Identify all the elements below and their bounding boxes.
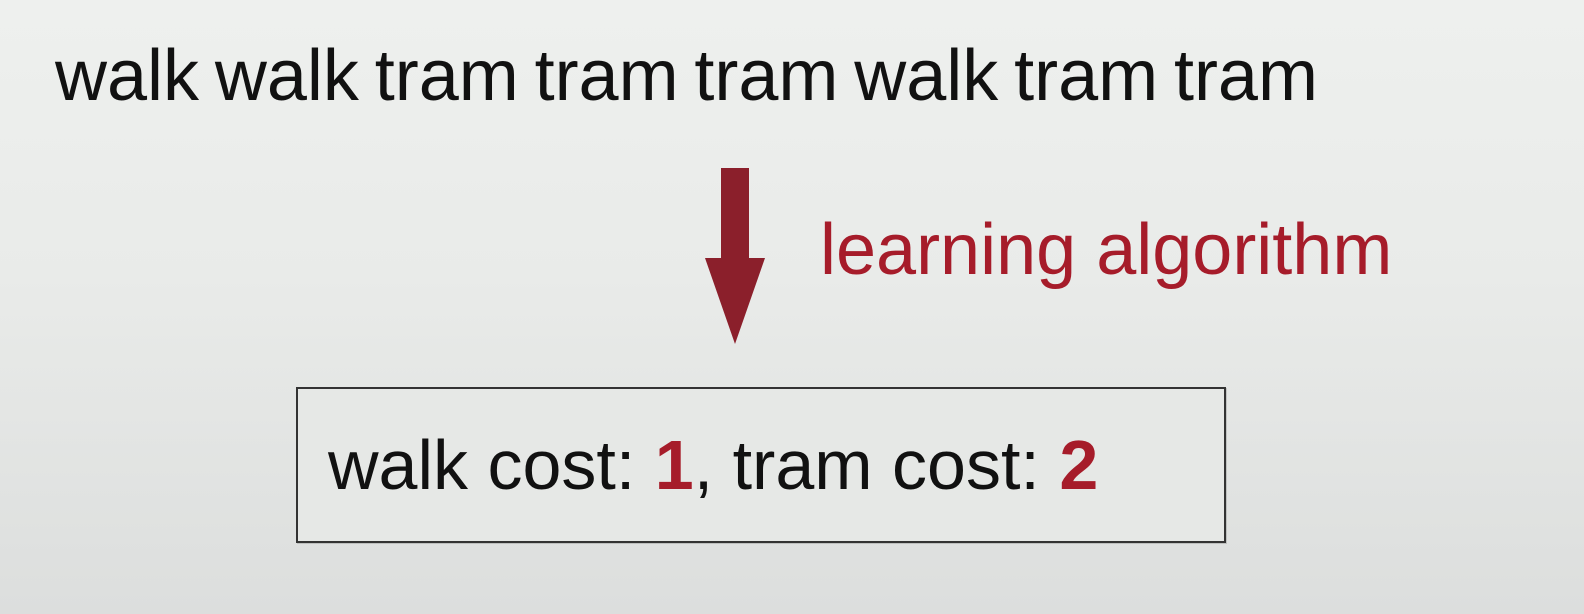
learned-costs-text [328,425,1098,505]
sequence-word: tram [1173,36,1318,116]
walk-cost-label: walk cost: [328,426,655,504]
tram-cost-label: , tram cost: [693,426,1060,504]
sequence-word: walk [55,36,200,116]
sequence-word: walk [214,36,359,116]
learning-algorithm-label: learning algorithm [820,210,1393,290]
sequence-word: walk [854,36,999,116]
learned-costs-box [296,387,1226,543]
tram-cost-value: 2 [1059,426,1099,504]
sequence-word: tram [534,36,679,116]
arrow-shape [705,168,765,344]
down-arrow-icon [705,168,765,344]
sequence-word: tram [1014,36,1159,116]
walk-cost-value: 1 [654,426,694,504]
sequence-word: tram [374,36,519,116]
observed-action-sequence [55,36,1318,116]
sequence-word: tram [694,36,839,116]
